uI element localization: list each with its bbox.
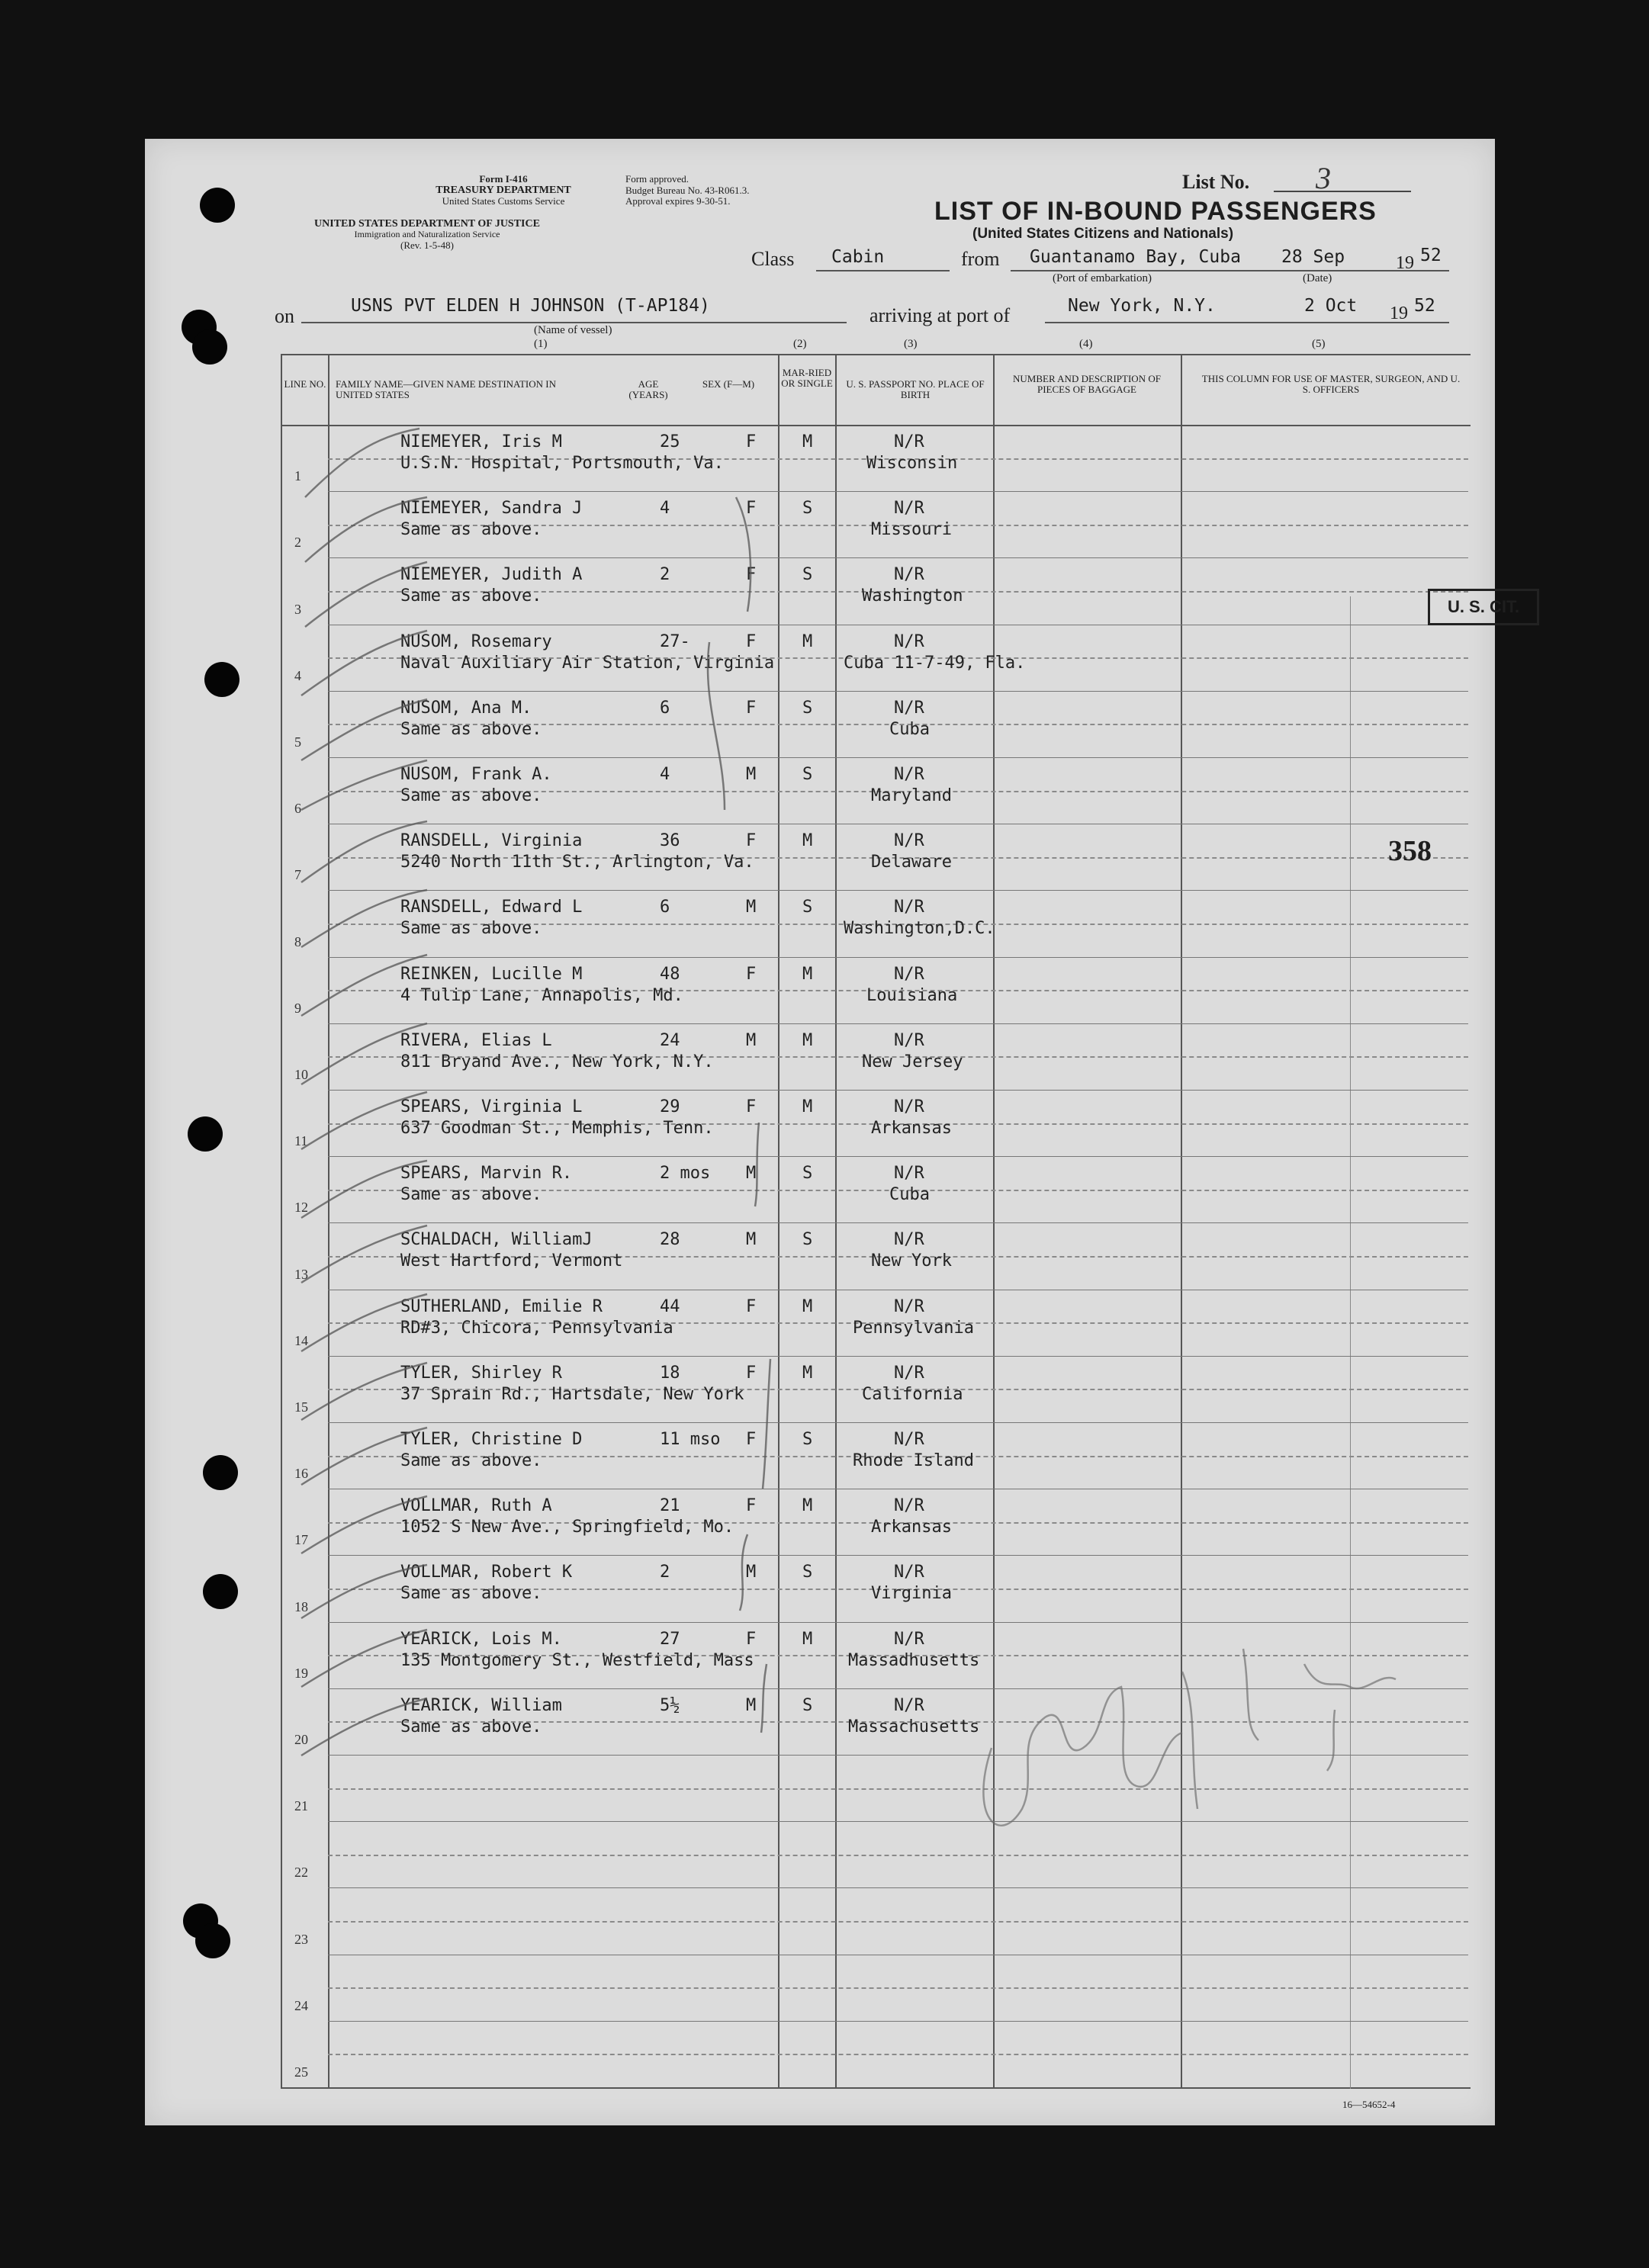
check-mark-14 bbox=[301, 1294, 427, 1351]
passport-number: N/R bbox=[894, 1430, 924, 1449]
destination: Same as above. bbox=[400, 586, 542, 606]
passport-number: N/R bbox=[894, 565, 924, 585]
budget-bureau: Budget Bureau No. 43-R061.3. bbox=[625, 185, 750, 196]
year-suffix-2: 52 bbox=[1414, 296, 1435, 316]
check-mark-18 bbox=[301, 1565, 427, 1618]
passenger-name: NIEMEYER, Iris M bbox=[400, 432, 562, 451]
check-mark-15 bbox=[301, 1363, 427, 1420]
header-sex: SEX (F—M) bbox=[702, 378, 755, 390]
class-label: Class bbox=[751, 248, 795, 270]
line-number: 19 bbox=[294, 1665, 308, 1681]
destination: Same as above. bbox=[400, 1584, 542, 1604]
age: 28 bbox=[660, 1230, 680, 1250]
check-mark-17 bbox=[301, 1496, 427, 1553]
place-of-birth: Arkansas bbox=[871, 1119, 952, 1138]
place-of-birth: Maryland bbox=[871, 786, 952, 805]
destination: Same as above. bbox=[400, 520, 542, 540]
passenger-name: RANSDELL, Edward L bbox=[400, 898, 583, 917]
marital-status: M bbox=[802, 1496, 813, 1516]
sex: F bbox=[746, 1363, 757, 1383]
passport-number: N/R bbox=[894, 898, 924, 917]
passport-number: N/R bbox=[894, 1296, 924, 1316]
line-number: 9 bbox=[294, 1000, 301, 1016]
passport-number: N/R bbox=[894, 1363, 924, 1383]
marital-status: M bbox=[802, 1296, 813, 1316]
place-of-birth: Arkansas bbox=[871, 1518, 952, 1537]
passenger-name: VOLLMAR, Robert K bbox=[400, 1563, 573, 1582]
marital-status: M bbox=[802, 1097, 813, 1116]
destination: 4 Tulip Lane, Annapolis, Md. bbox=[400, 985, 683, 1005]
header-baggage: NUMBER AND DESCRIPTION OF PIECES OF BAGGAGE bbox=[1013, 373, 1161, 395]
passport-number: N/R bbox=[894, 1563, 924, 1582]
sex: F bbox=[746, 1430, 757, 1449]
destination: Same as above. bbox=[400, 1717, 542, 1736]
line-number: 7 bbox=[294, 867, 301, 883]
bracket-1 bbox=[736, 497, 751, 612]
line-number: 2 bbox=[294, 535, 301, 551]
binder-hole bbox=[200, 188, 235, 223]
age: 6 bbox=[660, 898, 670, 917]
destination: 811 Bryand Ave., New York, N.Y. bbox=[400, 1052, 714, 1071]
manifest-page bbox=[145, 139, 1520, 2125]
sex: F bbox=[746, 499, 757, 519]
year-prefix-2: 19 bbox=[1390, 304, 1408, 323]
age: 27 bbox=[660, 1629, 680, 1649]
sex: M bbox=[746, 1230, 757, 1250]
passport-number: N/R bbox=[894, 1629, 924, 1649]
customs-service: United States Customs Service bbox=[442, 195, 565, 207]
passenger-name: REINKEN, Lucille M bbox=[400, 964, 583, 984]
passenger-name: NUSOM, Rosemary bbox=[400, 631, 552, 651]
line-number: 11 bbox=[294, 1133, 308, 1149]
passenger-name: SUTHERLAND, Emilie R bbox=[400, 1296, 603, 1316]
sex: M bbox=[746, 765, 757, 784]
passport-number: N/R bbox=[894, 765, 924, 784]
destination: 1052 S New Ave., Springfield, Mo. bbox=[400, 1518, 734, 1537]
bracket-6 bbox=[761, 1664, 767, 1733]
passenger-name: NIEMEYER, Sandra J bbox=[400, 499, 583, 519]
bracket-2 bbox=[708, 642, 725, 810]
sex: F bbox=[746, 631, 757, 651]
passport-number: N/R bbox=[894, 1496, 924, 1516]
us-citizen-stamp: U. S. CIT. bbox=[1428, 589, 1539, 625]
marital-status: S bbox=[802, 565, 813, 585]
year-prefix-1: 19 bbox=[1396, 253, 1414, 273]
line-number: 23 bbox=[294, 1931, 308, 1947]
arriving-label: arriving at port of bbox=[870, 304, 1011, 326]
line-number: 1 bbox=[294, 468, 301, 484]
place-of-birth: Missouri bbox=[871, 520, 952, 540]
place-of-birth: Cuba bbox=[889, 719, 930, 739]
embarkation-date: 28 Sep bbox=[1281, 247, 1345, 267]
passenger-name: RANSDELL, Virginia bbox=[400, 831, 583, 851]
marital-status: M bbox=[802, 1030, 813, 1050]
age: 29 bbox=[660, 1097, 680, 1116]
check-mark-5 bbox=[301, 699, 427, 760]
header-married: MAR-RIED OR SINGLE bbox=[781, 367, 833, 389]
marital-status: M bbox=[802, 831, 813, 851]
line-number: 18 bbox=[294, 1598, 308, 1614]
pencil-annotations bbox=[145, 139, 1495, 2125]
list-no-label: List No. bbox=[1182, 171, 1250, 193]
col-num-2: (2) bbox=[793, 338, 807, 350]
marital-status: M bbox=[802, 964, 813, 984]
place-of-birth: Rhode Island bbox=[853, 1451, 974, 1470]
line-number: 22 bbox=[294, 1865, 308, 1881]
age: 18 bbox=[660, 1363, 680, 1383]
line-number: 10 bbox=[294, 1067, 308, 1082]
passenger-name: YEARICK, Lois M. bbox=[400, 1629, 562, 1649]
check-mark-8 bbox=[301, 890, 427, 947]
marital-status: S bbox=[802, 765, 813, 784]
line-number: 24 bbox=[294, 1997, 308, 2013]
line-number: 17 bbox=[294, 1532, 308, 1548]
col-num-5: (5) bbox=[1312, 338, 1326, 350]
age: 6 bbox=[660, 698, 670, 718]
line-number: 13 bbox=[294, 1266, 308, 1282]
check-mark-9 bbox=[301, 955, 427, 1016]
passenger-name: NIEMEYER, Judith A bbox=[400, 565, 583, 585]
footer-code: 16—54652-4 bbox=[1342, 2099, 1396, 2110]
header-age: AGE (YEARS) bbox=[628, 378, 668, 400]
place-of-birth: Cuba bbox=[889, 1185, 930, 1205]
marital-status: M bbox=[802, 1629, 813, 1649]
place-of-birth: Pennsylvania bbox=[853, 1318, 974, 1338]
year-suffix-1: 52 bbox=[1420, 246, 1442, 265]
sex: F bbox=[746, 1629, 757, 1649]
passport-number: N/R bbox=[894, 1164, 924, 1184]
age: 2 bbox=[660, 565, 670, 585]
age: 2 mos bbox=[660, 1164, 711, 1184]
col-num-1: (1) bbox=[534, 338, 548, 350]
port-of-embarkation: Guantanamo Bay, Cuba bbox=[1030, 247, 1241, 267]
sex: M bbox=[746, 898, 757, 917]
bracket-5 bbox=[740, 1534, 747, 1611]
age: 21 bbox=[660, 1496, 680, 1516]
passenger-name: TYLER, Christine D bbox=[400, 1430, 583, 1449]
place-of-birth: Louisiana bbox=[866, 985, 958, 1005]
page-title: LIST OF IN-BOUND PASSENGERS bbox=[934, 197, 1377, 226]
line-number: 4 bbox=[294, 667, 301, 683]
place-of-birth: Massachusetts bbox=[848, 1717, 980, 1736]
col-num-3: (3) bbox=[904, 338, 918, 350]
marital-status: M bbox=[802, 432, 813, 451]
passport-number: N/R bbox=[894, 1695, 924, 1715]
line-number: 25 bbox=[294, 2064, 308, 2080]
check-mark-13 bbox=[301, 1226, 427, 1283]
date-caption: (Date) bbox=[1303, 272, 1332, 284]
sex: F bbox=[746, 1296, 757, 1316]
sex: F bbox=[746, 432, 757, 451]
binder-hole bbox=[203, 1455, 238, 1490]
age: 2 bbox=[660, 1563, 670, 1582]
check-mark-19 bbox=[301, 1630, 427, 1687]
age: 5½ bbox=[660, 1695, 680, 1715]
check-mark-12 bbox=[301, 1161, 427, 1218]
passport-number: N/R bbox=[894, 432, 924, 451]
line-number: 12 bbox=[294, 1200, 308, 1216]
class-value: Cabin bbox=[831, 247, 885, 267]
page-subtitle: (United States Citizens and Nationals) bbox=[972, 226, 1234, 242]
place-of-birth: Virginia bbox=[871, 1584, 952, 1604]
age: 25 bbox=[660, 432, 680, 451]
line-number: 14 bbox=[294, 1332, 308, 1348]
marital-status: S bbox=[802, 1430, 813, 1449]
marital-status: S bbox=[802, 1695, 813, 1715]
check-mark-6 bbox=[301, 760, 427, 810]
age: 24 bbox=[660, 1030, 680, 1050]
form-number: Form I-416 bbox=[479, 173, 528, 185]
col-num-4: (4) bbox=[1079, 338, 1093, 350]
header-passport: U. S. PASSPORT NO. PLACE OF BIRTH bbox=[846, 378, 985, 400]
header-line-no: LINE NO. bbox=[284, 378, 326, 390]
justice-department: UNITED STATES DEPARTMENT OF JUSTICE bbox=[314, 218, 540, 230]
destination: West Hartford, Vermont bbox=[400, 1251, 623, 1271]
passenger-name: SPEARS, Virginia L bbox=[400, 1097, 583, 1116]
arrival-port: New York, N.Y. bbox=[1068, 296, 1216, 316]
passport-number: N/R bbox=[894, 1230, 924, 1250]
marital-status: M bbox=[802, 1363, 813, 1383]
age: 4 bbox=[660, 499, 670, 519]
line-number: 20 bbox=[294, 1732, 308, 1747]
passport-number: N/R bbox=[894, 698, 924, 718]
marital-status: S bbox=[802, 1164, 813, 1184]
list-no-value: 3 bbox=[1316, 161, 1331, 195]
place-of-birth: Washington bbox=[862, 586, 963, 606]
check-mark-16 bbox=[301, 1428, 427, 1485]
on-label: on bbox=[275, 305, 294, 327]
marital-status: S bbox=[802, 499, 813, 519]
destination: Same as above. bbox=[400, 786, 542, 805]
age: 11 mso bbox=[660, 1430, 721, 1449]
sex: M bbox=[746, 1695, 757, 1715]
place-of-birth: Cuba 11-7-49, Fla. bbox=[844, 653, 1026, 673]
check-mark-7 bbox=[301, 821, 427, 882]
marital-status: S bbox=[802, 1563, 813, 1582]
sex: F bbox=[746, 565, 757, 585]
age: 36 bbox=[660, 831, 680, 851]
sex: F bbox=[746, 1097, 757, 1116]
destination: Same as above. bbox=[400, 1451, 542, 1470]
bracket-4 bbox=[763, 1359, 770, 1489]
place-of-birth: Massadhusetts bbox=[848, 1650, 980, 1670]
marital-status: S bbox=[802, 898, 813, 917]
passport-number: N/R bbox=[894, 631, 924, 651]
destination: 637 Goodman St., Memphis, Tenn. bbox=[400, 1119, 714, 1138]
marital-status: M bbox=[802, 631, 813, 651]
line-number: 6 bbox=[294, 801, 301, 817]
passenger-name: NUSOM, Ana M. bbox=[400, 698, 532, 718]
approval-expires: Approval expires 9-30-51. bbox=[625, 195, 731, 207]
sex: F bbox=[746, 698, 757, 718]
place-of-birth: California bbox=[862, 1384, 963, 1404]
place-of-birth: Washington,D.C. bbox=[844, 919, 995, 939]
destination: 135 Montgomery St., Westfield, Mass bbox=[400, 1650, 754, 1670]
destination: Same as above. bbox=[400, 1185, 542, 1205]
destination: 37 Sprain Rd., Hartsdale, New York bbox=[400, 1384, 744, 1404]
check-mark-2 bbox=[305, 497, 427, 562]
form-approved: Form approved. bbox=[625, 173, 689, 185]
sex: F bbox=[746, 1496, 757, 1516]
passport-number: N/R bbox=[894, 499, 924, 519]
passenger-name: RIVERA, Elias L bbox=[400, 1030, 552, 1050]
bracket-3 bbox=[755, 1123, 759, 1206]
destination: U.S.N. Hospital, Portsmouth, Va. bbox=[400, 454, 724, 473]
destination: RD#3, Chicora, Pennsylvania bbox=[400, 1318, 673, 1338]
sex: M bbox=[746, 1164, 757, 1184]
age: 4 bbox=[660, 765, 670, 784]
vessel-caption: (Name of vessel) bbox=[534, 324, 612, 336]
sex: M bbox=[746, 1030, 757, 1050]
line-number: 15 bbox=[294, 1399, 308, 1415]
passenger-name: TYLER, Shirley R bbox=[400, 1363, 562, 1383]
passenger-name: VOLLMAR, Ruth A bbox=[400, 1496, 552, 1516]
sex: F bbox=[746, 831, 757, 851]
check-mark-1 bbox=[305, 429, 419, 497]
line-number: 5 bbox=[294, 734, 301, 750]
check-mark-11 bbox=[301, 1092, 427, 1149]
ins-service: Immigration and Naturalization Service bbox=[354, 229, 500, 239]
place-of-birth: Delaware bbox=[871, 853, 952, 872]
marital-status: S bbox=[802, 698, 813, 718]
place-of-birth: New York bbox=[871, 1251, 952, 1271]
sex: M bbox=[746, 1563, 757, 1582]
binder-hole bbox=[188, 1116, 223, 1152]
check-mark-3 bbox=[305, 562, 427, 627]
destination: Same as above. bbox=[400, 719, 542, 739]
place-of-birth: New Jersey bbox=[862, 1052, 963, 1071]
from-label: from bbox=[961, 248, 1000, 270]
age: 48 bbox=[660, 964, 680, 984]
line-number: 8 bbox=[294, 933, 301, 949]
signature-scrawl bbox=[983, 1649, 1396, 1826]
passenger-name: SCHALDACH, WilliamJ bbox=[400, 1230, 593, 1250]
line-number: 21 bbox=[294, 1798, 308, 1814]
destination: 5240 North 11th St., Arlington, Va. bbox=[400, 853, 754, 872]
header-officers: THIS COLUMN FOR USE OF MASTER, SURGEON, AND U. S. OFFICERS bbox=[1201, 373, 1461, 395]
destination: Same as above. bbox=[400, 919, 542, 939]
passenger-name: NUSOM, Frank A. bbox=[400, 765, 552, 784]
passenger-name: YEARICK, William bbox=[400, 1695, 562, 1715]
passenger-name: SPEARS, Marvin R. bbox=[400, 1164, 573, 1184]
passport-number: N/R bbox=[894, 964, 924, 984]
header-name: FAMILY NAME—GIVEN NAME DESTINATION IN UNITED STATES bbox=[336, 378, 557, 400]
binder-hole bbox=[192, 329, 227, 365]
check-mark-10 bbox=[301, 1023, 427, 1084]
passport-number: N/R bbox=[894, 1030, 924, 1050]
arrival-date: 2 Oct bbox=[1304, 296, 1358, 316]
check-mark-20 bbox=[301, 1698, 427, 1756]
age: 27- bbox=[660, 631, 690, 651]
port-caption: (Port of embarkation) bbox=[1053, 272, 1152, 284]
binder-hole bbox=[204, 662, 239, 697]
treasury-department: TREASURY DEPARTMENT bbox=[436, 185, 571, 196]
passport-number: N/R bbox=[894, 831, 924, 851]
binder-hole bbox=[203, 1574, 238, 1609]
binder-hole bbox=[195, 1923, 230, 1958]
place-of-birth: Wisconsin bbox=[866, 454, 958, 473]
sex: F bbox=[746, 964, 757, 984]
passport-number: N/R bbox=[894, 1097, 924, 1116]
vessel-name: USNS PVT ELDEN H JOHNSON (T-AP184) bbox=[351, 296, 710, 316]
marital-status: S bbox=[802, 1230, 813, 1250]
revision-date: (Rev. 1-5-48) bbox=[400, 239, 454, 251]
serial-number: 358 bbox=[1388, 835, 1432, 867]
line-number: 16 bbox=[294, 1466, 308, 1482]
check-mark-4 bbox=[301, 631, 427, 695]
line-number: 3 bbox=[294, 601, 301, 617]
destination: Naval Auxiliary Air Station, Virginia bbox=[400, 653, 775, 673]
age: 44 bbox=[660, 1296, 680, 1316]
